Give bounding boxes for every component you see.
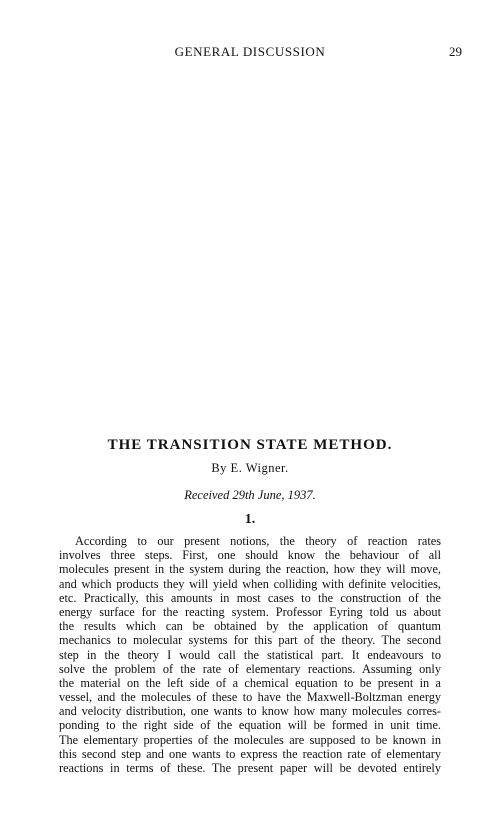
body-line: step in the theory I would call the statistical part. It endeavours to <box>59 647 441 662</box>
body-line: mechanics to molecular systems for this part of the theory. The second <box>59 633 441 648</box>
body-line: involves three steps. First, one should know the behaviour of all <box>59 548 441 563</box>
body-line: The elementary properties of the molecules are supposed to be known in <box>59 732 441 747</box>
body-line: the results which can be obtained by the application of quantum <box>59 619 441 634</box>
body-line: molecules present in the system during the reaction, how they will move, <box>59 562 441 577</box>
running-header <box>0 44 500 62</box>
body-line: reactions in terms of these. The present paper will be devoted entirely <box>59 761 441 775</box>
body-paragraph <box>59 534 441 775</box>
body-line: solve the problem of the rate of elementary reactions. Assuming only <box>59 661 441 676</box>
body-line: energy surface for the reacting system. Professor Eyring told us about <box>59 604 441 619</box>
body-line: the material on the left side of a chemical equation to be present in a <box>59 675 441 690</box>
body-line: and which products they will yield when colliding with definite velocities, <box>59 576 441 591</box>
page-number: 29 <box>449 44 462 59</box>
body-line: and velocity distribution, one wants to know how many molecules corres- <box>59 704 441 719</box>
running-title: GENERAL DISCUSSION <box>174 44 326 59</box>
section-heading: 1. <box>244 512 256 527</box>
body-line: etc. Practically, this amounts in most cases to the construction of the <box>59 590 441 605</box>
article-title: THE TRANSITION STATE METHOD. <box>107 437 393 453</box>
body-line: this second step and one wants to express the reaction rate of elementary <box>59 746 441 761</box>
body-line: ponding to the right side of the equation will be formed in unit time. <box>59 718 441 733</box>
author-byline: By E. Wigner. <box>211 461 289 475</box>
body-line: According to our present notions, the theory of reaction rates <box>75 534 441 548</box>
body-line: vessel, and the molecules of these to have the Maxwell-Boltzman energy <box>59 690 441 705</box>
received-date: Received 29th June, 1937. <box>184 488 316 502</box>
